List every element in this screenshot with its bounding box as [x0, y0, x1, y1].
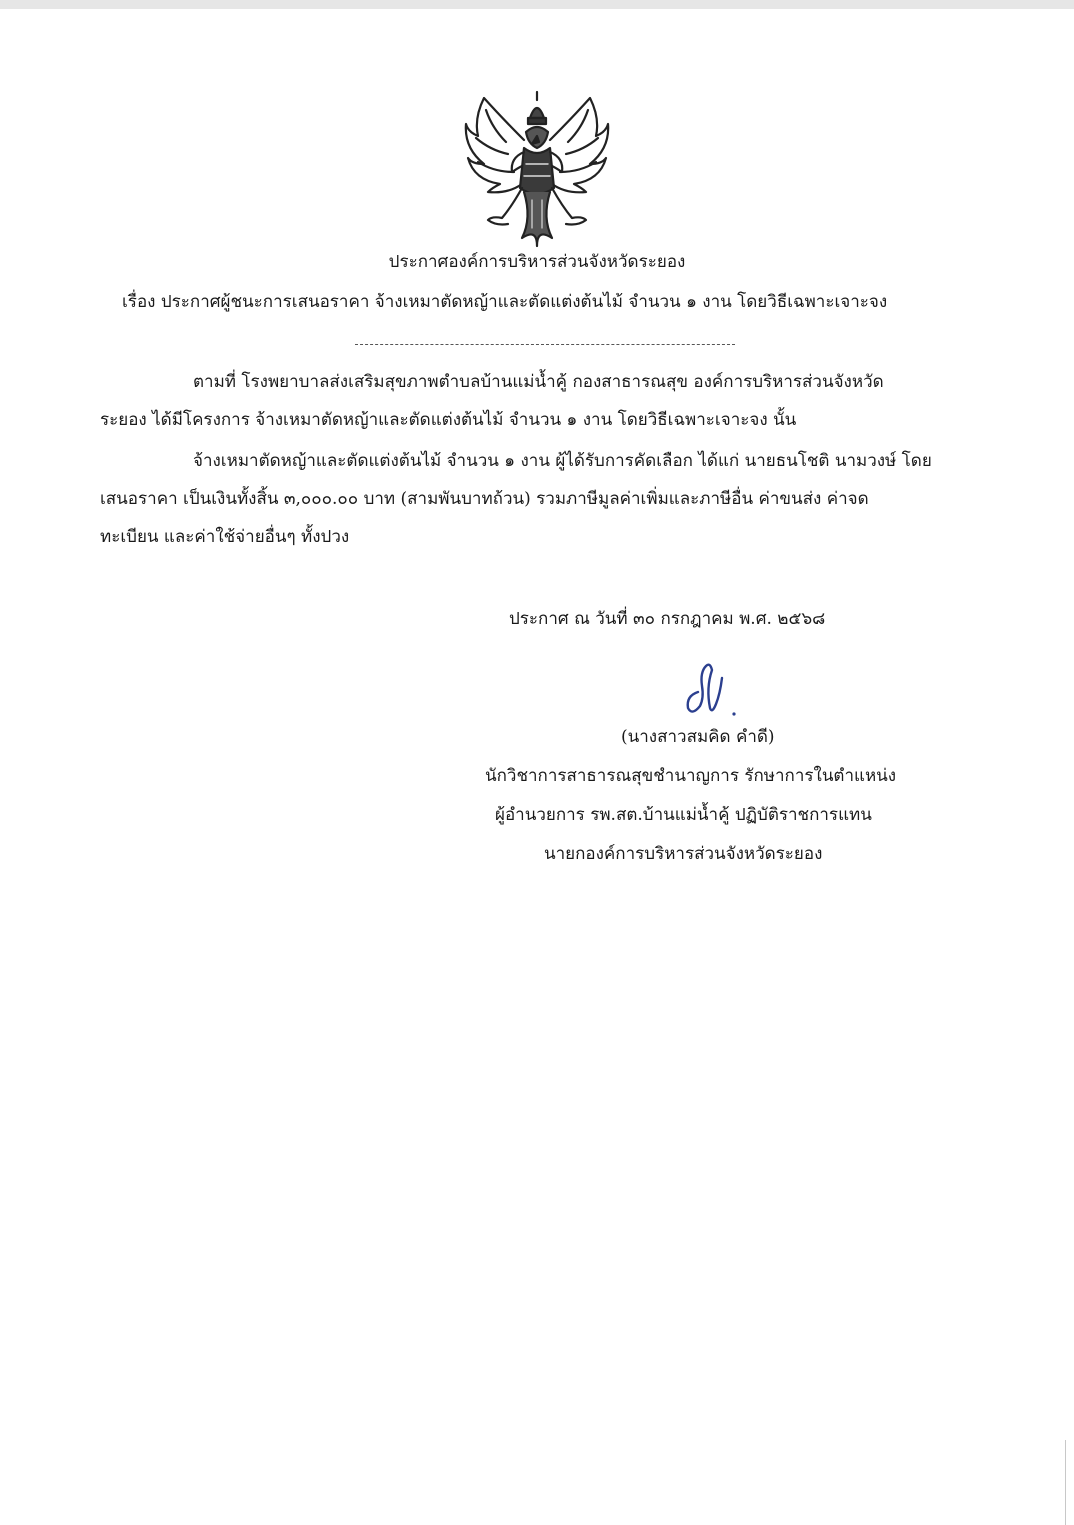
paragraph-2-line-2: เสนอราคา เป็นเงินทั้งสิ้น ๓,๐๐๐.๐๐ บาท (สามพันบาทถ้วน) รวมภาษีมูลค่าเพิ่มและภาษีอื่น ค่าขนส่ง ค่าจด: [100, 489, 869, 509]
paragraph-1-line-2: ระยอง ได้มีโครงการ จ้างเหมาตัดหญ้าและตัดแต่งต้นไม้ จำนวน ๑ งาน โดยวิธีเฉพาะเจาะจง นั้น: [100, 410, 797, 430]
signature-mark: [676, 658, 740, 720]
garuda-emblem-icon: [462, 88, 612, 248]
paragraph-2-line-3: ทะเบียน และค่าใช้จ่ายอื่นๆ ทั้งปวง: [100, 527, 350, 547]
paragraph-1-line-1: ตามที่ โรงพยาบาลส่งเสริมสุขภาพตำบลบ้านแม่น้ำคู้ กองสาธารณสุข องค์การบริหารส่วนจังหวัด: [193, 372, 884, 392]
paragraph-2-line-1: จ้างเหมาตัดหญ้าและตัดแต่งต้นไม้ จำนวน ๑ งาน ผู้ได้รับการคัดเลือก ได้แก่ นายธนโชติ นามวงษ์ โดย: [193, 451, 932, 471]
scan-edge-line: [1065, 1440, 1066, 1525]
scan-top-strip: [0, 0, 1074, 9]
signer-position-line-1: นักวิชาการสาธารณสุขชำนาญการ รักษาการในตำแหน่ง: [485, 766, 897, 786]
announcement-subject: เรื่อง ประกาศผู้ชนะการเสนอราคา จ้างเหมาตัดหญ้าและตัดแต่งต้นไม้ จำนวน ๑ งาน โดยวิธีเฉพาะเจาะจง: [122, 292, 888, 312]
announcement-title: ประกาศองค์การบริหารส่วนจังหวัดระยอง: [388, 252, 686, 272]
signer-position-line-2: ผู้อำนวยการ รพ.สต.บ้านแม่น้ำคู้ ปฏิบัติราชการแทน: [495, 805, 872, 825]
signer-position-line-3: นายกองค์การบริหารส่วนจังหวัดระยอง: [544, 844, 823, 864]
divider-line: [355, 344, 735, 345]
announcement-date: ประกาศ ณ วันที่ ๓๐ กรกฎาคม พ.ศ. ๒๕๖๘: [509, 609, 826, 629]
signer-name: (นางสาวสมคิด คำดี): [621, 727, 775, 747]
